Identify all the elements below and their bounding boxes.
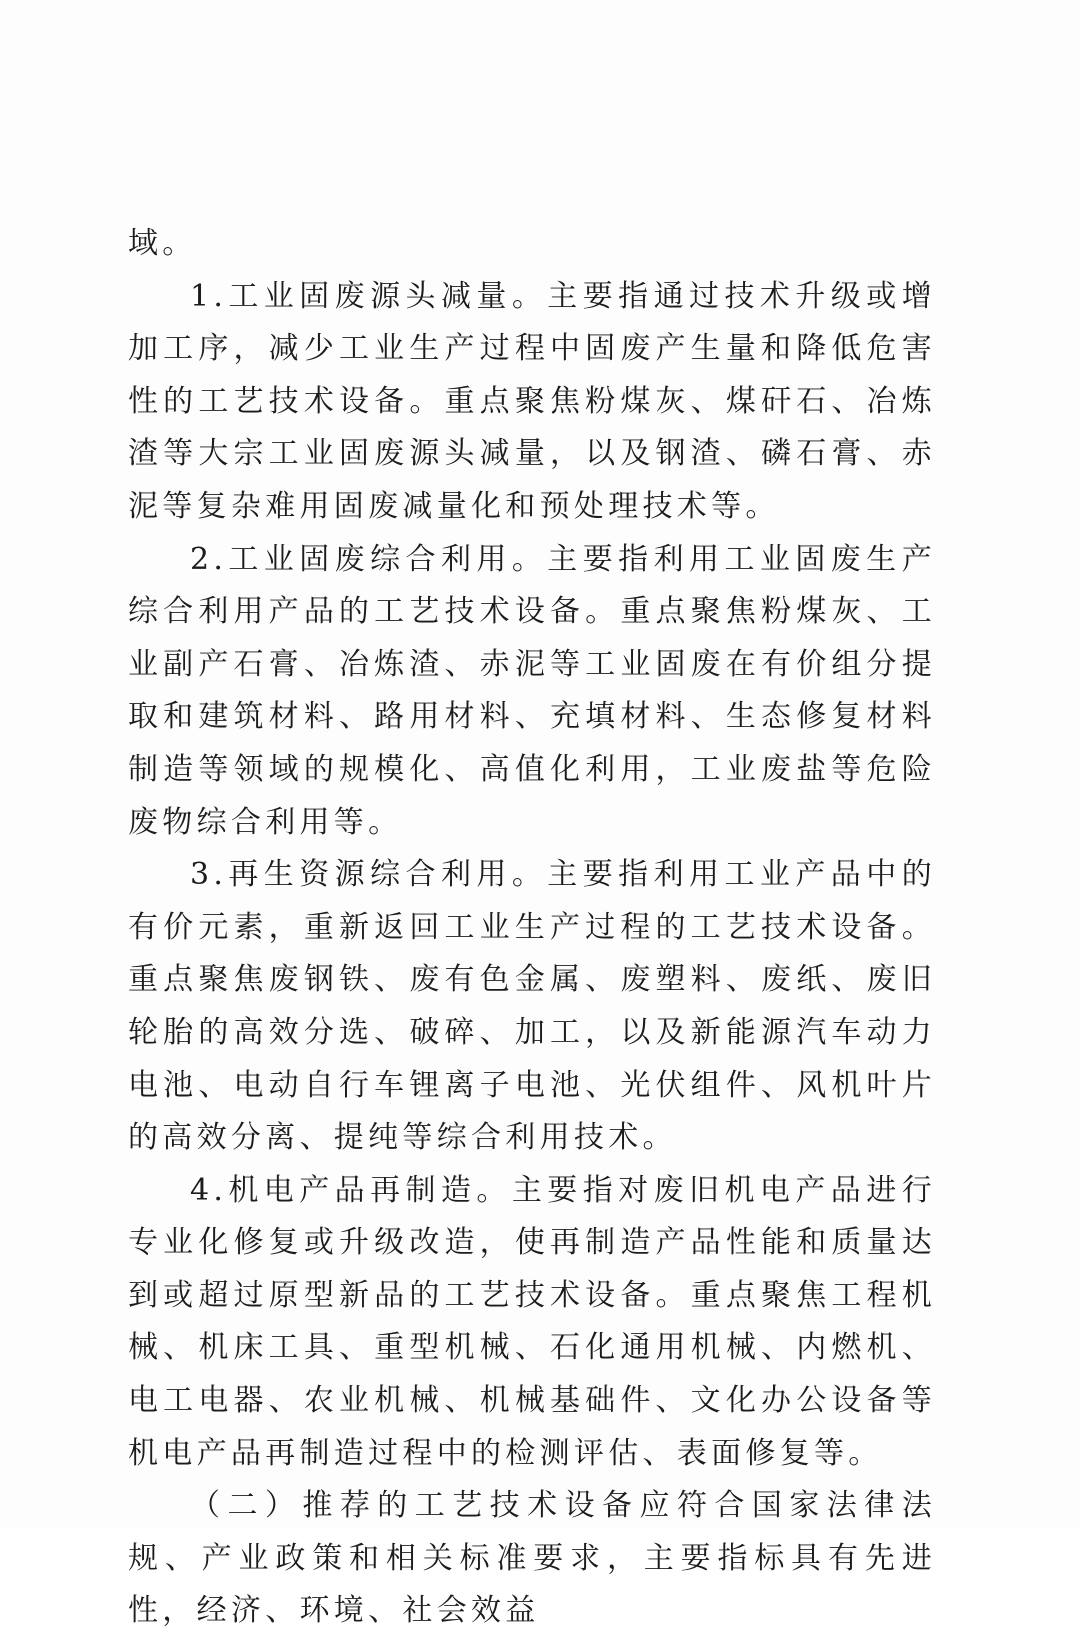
paragraph-continuation: 域。 bbox=[128, 226, 197, 261]
paragraph-item-4-remanufacturing: 4.机电产品再制造。主要指对废旧机电产品进行专业化修复或升级改造，使再制造产品性能和质量达到或超过原型新品的工艺技术设备。重点聚焦工程机械、机床工具、重型机械、石化通用机械、内燃机、电工电器、农业机械、机械基础件、文化办公设备等机电产品再制造过程中的检测评估、表面修复等。 bbox=[128, 1172, 936, 1471]
paragraph-item-2-comprehensive-utilization: 2.工业固废综合利用。主要指利用工业固废生产综合利用产品的工艺技术设备。重点聚焦粉煤灰、工业副产石膏、冶炼渣、赤泥等工业固废在有价组分提取和建筑材料、路用材料、充填材料、生态修复材料制造等领域的规模化、高值化利用，工业废盐等危险废物综合利用等。 bbox=[128, 541, 936, 840]
body-text bbox=[128, 218, 936, 1638]
paragraph-item-3-renewable-resources: 3.再生资源综合利用。主要指利用工业产品中的有价元素，重新返回工业生产过程的工艺技术设备。重点聚焦废钢铁、废有色金属、废塑料、废纸、废旧轮胎的高效分选、破碎、加工，以及新能源汽车动力电池、电动自行车锂离子电池、光伏组件、风机叶片的高效分离、提纯等综合利用技术。 bbox=[128, 857, 936, 1156]
paragraph-section-2-requirements: （二）推荐的工艺技术设备应符合国家法律法规、产业政策和相关标准要求，主要指标具有先进性，经济、环境、社会效益 bbox=[128, 1488, 936, 1629]
paragraph-item-1-source-reduction: 1.工业固废源头减量。主要指通过技术升级或增加工序，减少工业生产过程中固废产生量和降低危害性的工艺技术设备。重点聚焦粉煤灰、煤矸石、冶炼渣等大宗工业固废源头减量，以及钢渣、磷石膏、赤泥等复杂难用固废减量化和预处理技术等。 bbox=[128, 278, 936, 524]
